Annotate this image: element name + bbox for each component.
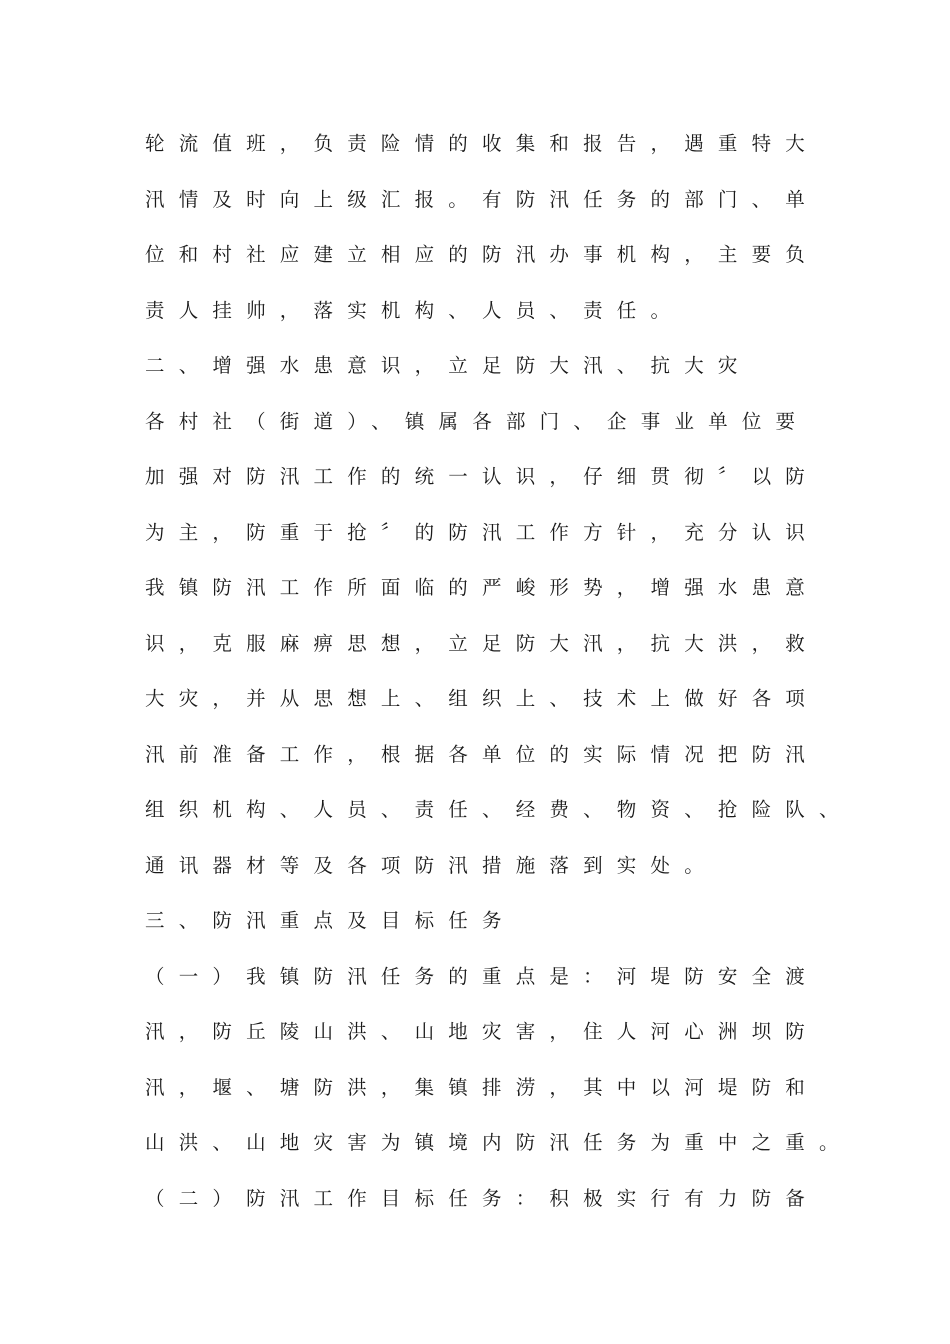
text-line-1: 轮流值班，负责险情的收集和报告，遇重特大: [145, 132, 820, 155]
text-line-19: 山洪、山地灾害为镇境内防汛任务为重中之重。: [145, 1131, 853, 1154]
text-line-11: 大灾，并从思想上、组织上、技术上做好各项: [145, 687, 820, 710]
section-heading-2: 二、增强水患意识，立足防大汛、抗大灾: [145, 354, 752, 377]
section-heading-3: 三、防汛重点及目标任务: [145, 909, 516, 932]
text-line-2: 汛情及时向上级汇报。有防汛任务的部门、单: [145, 187, 820, 211]
text-line-6: 各村社（街道）、镇属各部门、企事业单位要: [145, 409, 810, 433]
text-line-14: 通讯器材等及各项防汛措施落到实处。: [145, 853, 718, 877]
text-line-18: 汛，堰、塘防洪，集镇排涝，其中以河堤防和: [145, 1075, 820, 1099]
body-text: [145, 124, 853, 1234]
text-line-8: 为主，防重于抢〞的防汛工作方针，充分认识: [145, 520, 820, 544]
text-line-10: 识，克服麻痹思想，立足防大汛，抗大洪，救: [145, 631, 820, 655]
text-line-9: 我镇防汛工作所面临的严峻形势，增强水患意: [145, 576, 820, 599]
text-line-17: 汛，防丘陵山洪、山地灾害，住人河心洲坝防: [145, 1020, 820, 1043]
text-line-12: 汛前准备工作，根据各单位的实际情况把防汛: [145, 742, 820, 766]
text-line-13: 组织机构、人员、责任、经费、物资、抢险队、: [145, 798, 853, 821]
text-line-3: 位和村社应建立相应的防汛办事机构，主要负: [145, 243, 820, 266]
text-line-16: （一）我镇防汛任务的重点是：河堤防安全渡: [145, 964, 820, 988]
text-line-20: （二）防汛工作目标任务：积极实行有力防备: [145, 1186, 820, 1210]
text-line-7: 加强对防汛工作的统一认识，仔细贯彻〞以防: [145, 465, 820, 488]
text-line-4: 责人挂帅，落实机构、人员、责任。: [145, 298, 685, 322]
